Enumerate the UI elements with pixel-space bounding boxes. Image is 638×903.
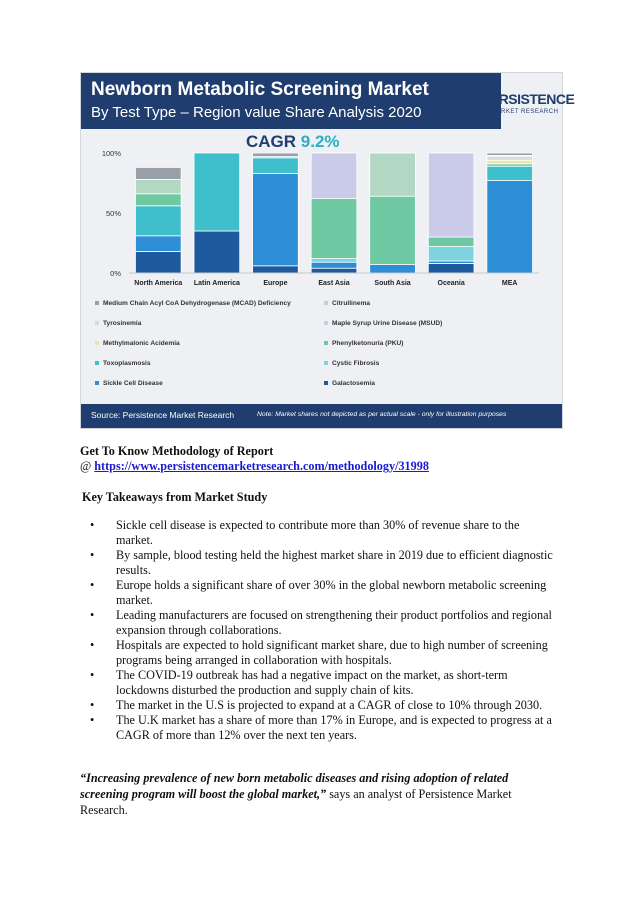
source-text: Source: Persistence Market Research xyxy=(91,410,235,420)
logo-subtitle: MARKET RESEARCH xyxy=(491,109,559,115)
legend-swatch xyxy=(324,341,328,345)
bar-segment xyxy=(428,263,474,273)
logo-wordmark: PERSISTENCE xyxy=(481,91,575,107)
bar-segment xyxy=(135,194,181,206)
bar-segment xyxy=(428,247,474,261)
bar-segment xyxy=(311,262,357,268)
infographic-banner xyxy=(81,73,501,129)
quote-emphasis: “Increasing prevalence of new born metabolic diseases and rising adoption of related screening program will boost the global market,” xyxy=(80,771,509,801)
x-tick-label: Europe xyxy=(263,280,288,287)
legend-swatch xyxy=(95,361,99,365)
takeaways-list xyxy=(80,518,558,743)
infographic-subtitle: By Test Type – Region value Share Analysis 2020 xyxy=(91,104,422,121)
legend-label: Citrullinema xyxy=(332,300,371,307)
methodology-prefix: @ xyxy=(80,459,95,473)
bar-segment xyxy=(311,259,357,263)
takeaway-item: • Sickle cell disease is expected to contribute more than 30% of revenue share to the market. xyxy=(80,518,558,548)
legend-label: Galactosemia xyxy=(332,380,375,387)
x-tick-label: East Asia xyxy=(318,280,350,287)
legend-swatch xyxy=(324,381,328,385)
bar-segment xyxy=(487,181,533,273)
bar-segment xyxy=(370,265,416,273)
legend-swatch xyxy=(95,381,99,385)
legend-label: Medium Chain Acyl CoA Dehydrogenase (MCAD) Deficiency xyxy=(103,300,291,307)
infographic-title: Newborn Metabolic Screening Market xyxy=(91,79,429,100)
legend-label: Phenylketonuria (PKU) xyxy=(332,340,404,347)
x-tick-label: North America xyxy=(134,280,183,287)
bar-segment xyxy=(135,251,181,273)
legend-swatch xyxy=(324,301,328,305)
takeaway-item: • Europe holds a significant share of over 30% in the global newborn metabolic screening market. xyxy=(80,578,558,608)
legend-label: Toxoplasmosis xyxy=(103,360,151,367)
bar-segment xyxy=(253,173,299,265)
bar-segment xyxy=(311,199,357,259)
bar-segment xyxy=(370,196,416,264)
bar-segment xyxy=(253,158,299,174)
y-tick-label: 0% xyxy=(110,269,121,278)
legend-label: Methylmalonic Acidemia xyxy=(103,340,180,347)
legend-label: Cystic Fibrosis xyxy=(332,360,380,367)
x-tick-label: Latin America xyxy=(193,280,240,287)
takeaway-item: • The COVID-19 outbreak has had a negative impact on the market, as short-term lockdowns disturbed the production and supply chain of kits. xyxy=(80,668,558,698)
legend-label: Maple Syrup Urine Disease (MSUD) xyxy=(332,320,443,327)
y-tick-label: 50% xyxy=(105,209,121,218)
x-tick-label: South Asia xyxy=(374,280,411,287)
methodology-link-line xyxy=(80,459,429,474)
bar-segment xyxy=(135,179,181,193)
stacked-bar-chart xyxy=(81,149,562,404)
takeaway-item: • By sample, blood testing held the highest market share in 2019 due to efficient diagnostic results. xyxy=(80,548,558,578)
x-tick-label: Oceania xyxy=(437,280,465,287)
bar-segment xyxy=(370,153,416,196)
bar-segment xyxy=(194,231,240,273)
legend-label: Tyrosinemia xyxy=(103,320,142,327)
methodology-link[interactable]: https://www.persistencemarketresearch.com/methodology/31998 xyxy=(94,459,429,473)
bar-segment xyxy=(253,266,299,273)
bar-segment xyxy=(487,160,533,164)
methodology-heading: Get To Know Methodology of Report xyxy=(80,444,274,458)
takeaway-item: • Hospitals are expected to hold significant market share, due to high number of screening programs being arranged in collaboration with hospitals. xyxy=(80,638,558,668)
bar-segment xyxy=(135,167,181,179)
bar-segment xyxy=(428,153,474,237)
takeaway-item: • Leading manufacturers are focused on strengthening their product portfolios and regional expansion through collaborations. xyxy=(80,608,558,638)
bar-segment xyxy=(194,153,240,231)
bar-segment xyxy=(487,166,533,180)
market-infographic xyxy=(80,72,575,429)
bar-segment xyxy=(487,153,533,155)
takeaway-item: • The U.K market has a share of more than 17% in Europe, and is expected to progress at a CAGR of more than 12% over the next ten years. xyxy=(80,713,558,743)
analyst-quote xyxy=(80,770,550,818)
quote-attribution: says an analyst of Persistence Market Research. xyxy=(80,787,512,817)
cagr-text: CAGR xyxy=(246,132,297,151)
bar-segment xyxy=(311,153,357,199)
source-bar xyxy=(81,404,562,428)
bar-segment xyxy=(135,236,181,252)
bar-segment xyxy=(253,153,299,157)
bar-segment xyxy=(135,206,181,236)
legend-swatch xyxy=(95,341,99,345)
y-tick-label: 100% xyxy=(101,149,121,158)
legend-swatch xyxy=(324,321,328,325)
bar-segment xyxy=(428,237,474,247)
takeaways-heading: Key Takeaways from Market Study xyxy=(82,490,268,504)
x-tick-label: MEA xyxy=(501,280,518,287)
takeaway-item: • The market in the U.S is projected to expand at a CAGR of close to 10% through 2030. xyxy=(80,698,558,713)
bar-segment xyxy=(311,268,357,273)
bar-segment xyxy=(487,157,533,161)
cagr-value: 9.2% xyxy=(300,132,340,151)
legend-swatch xyxy=(95,301,99,305)
legend-label: Sickle Cell Disease xyxy=(103,380,163,387)
persistence-logo xyxy=(481,89,575,127)
legend-swatch xyxy=(324,361,328,365)
legend-swatch xyxy=(95,321,99,325)
note-text: Note: Market shares not depicted as per actual scale - only for illustration purposes xyxy=(257,411,507,418)
